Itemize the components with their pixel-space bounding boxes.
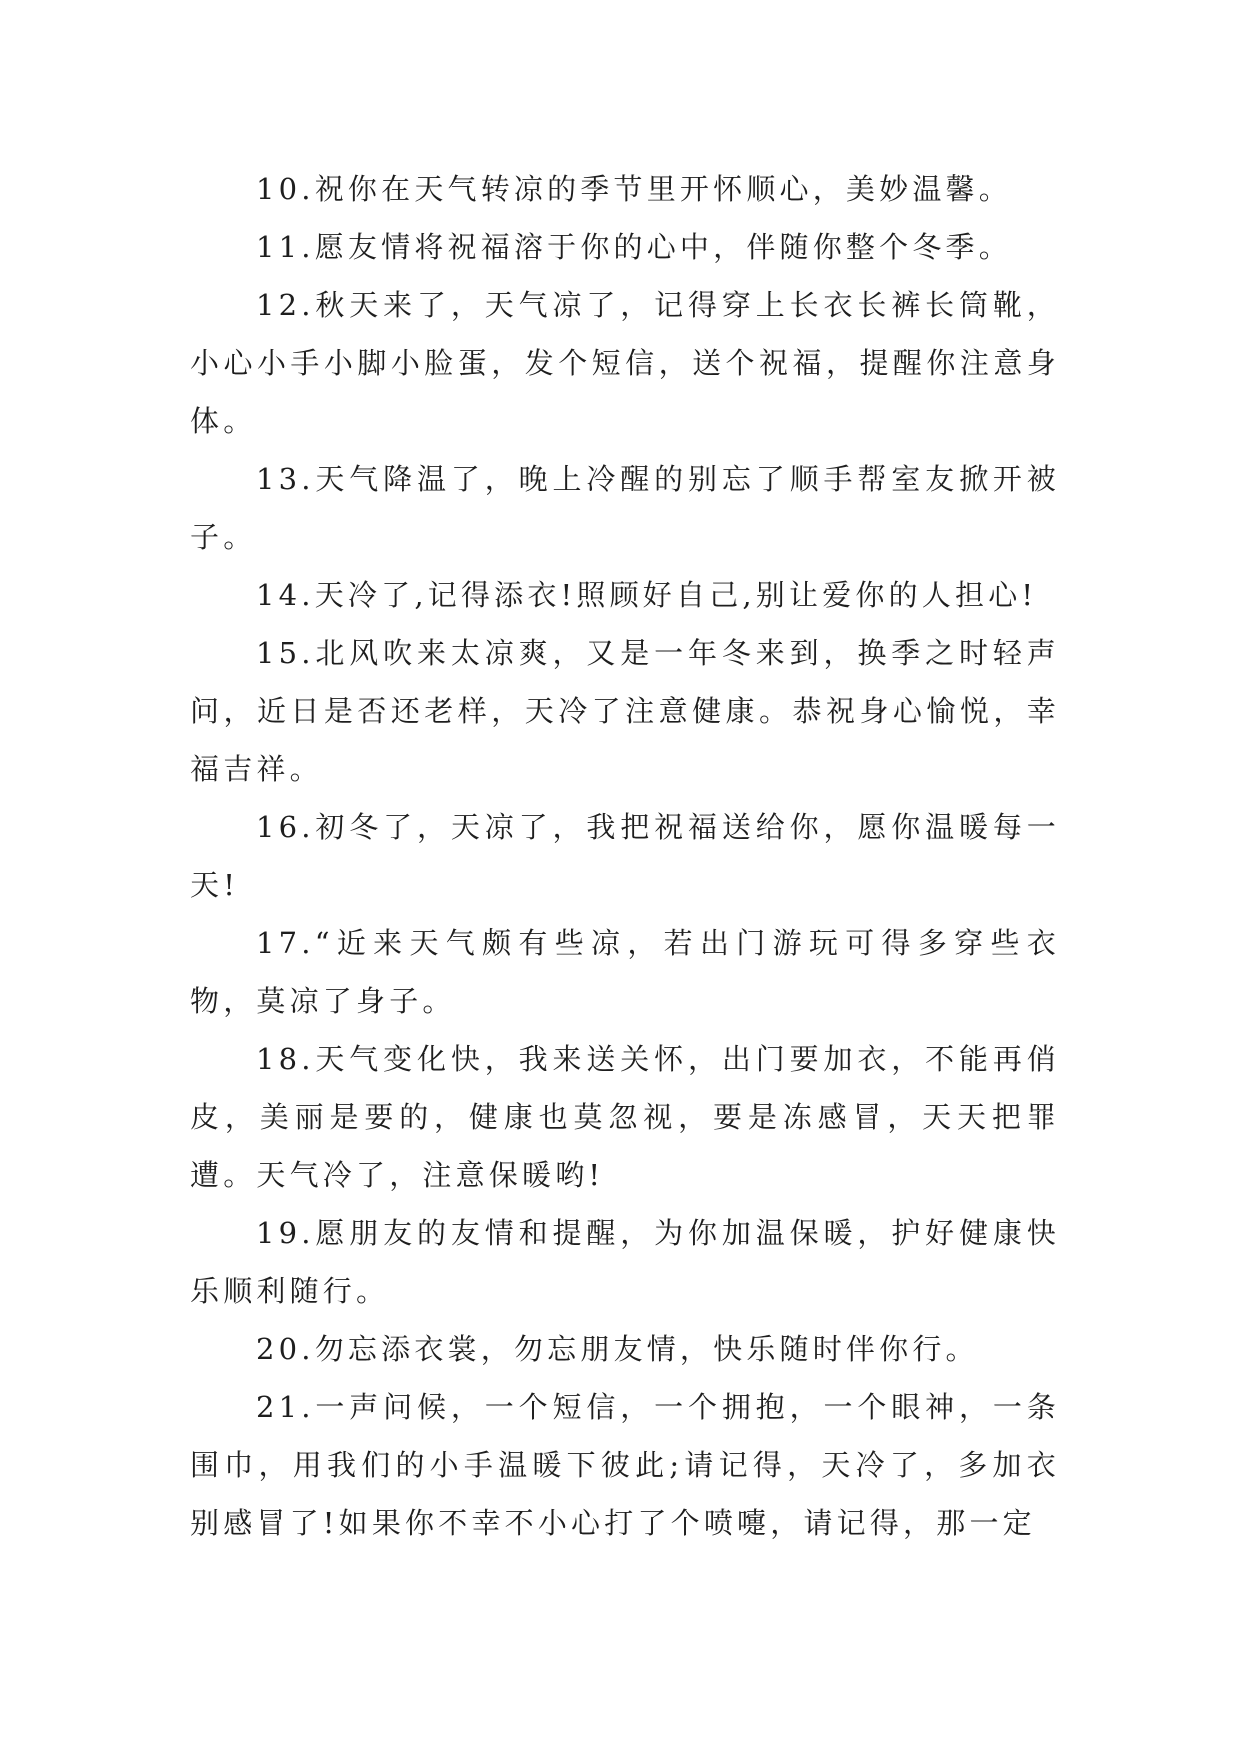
paragraph-13: 13.天气降温了，晚上冷醒的别忘了顺手帮室友掀开被子。 bbox=[190, 462, 1060, 554]
paragraph-15: 15.北风吹来太凉爽，又是一年冬来到，换季之时轻声问，近日是否还老样，天冷了注意健康。恭祝身心愉悦，幸福吉祥。 bbox=[190, 636, 1060, 786]
paragraph-10: 10.祝你在天气转凉的季节里开怀顺心，美妙温馨。 bbox=[256, 172, 1012, 206]
paragraph-20: 20.勿忘添衣裳，勿忘朋友情，快乐随时伴你行。 bbox=[256, 1332, 979, 1366]
paragraph-12: 12.秋天来了，天气凉了，记得穿上长衣长裤长筒靴，小心小手小脚小脸蛋，发个短信，送个祝福，提醒你注意身体。 bbox=[190, 288, 1060, 438]
paragraph-21: 21.一声问候，一个短信，一个拥抱，一个眼神，一条围巾，用我们的小手温暖下彼此;请记得，天冷了，多加衣别感冒了!如果你不幸不小心打了个喷嚏，请记得，那一定 bbox=[190, 1390, 1060, 1540]
paragraph-19: 19.愿朋友的友情和提醒，为你加温保暖，护好健康快乐顺利随行。 bbox=[190, 1216, 1060, 1308]
paragraph-18: 18.天气变化快，我来送关怀，出门要加衣，不能再俏皮，美丽是要的，健康也莫忽视，要是冻感冒，天天把罪遭。天气冷了，注意保暖哟! bbox=[190, 1042, 1060, 1192]
paragraph-14: 14.天冷了,记得添衣!照顾好自己,别让爱你的人担心! bbox=[256, 578, 1038, 612]
paragraph-11: 11.愿友情将祝福溶于你的心中，伴随你整个冬季。 bbox=[256, 230, 1012, 264]
paragraph-17: 17.“近来天气颇有些凉，若出门游玩可得多穿些衣物，莫凉了身子。 bbox=[190, 926, 1060, 1018]
paragraph-16: 16.初冬了，天凉了，我把祝福送给你，愿你温暖每一天! bbox=[190, 810, 1060, 902]
document-body bbox=[190, 160, 1060, 1552]
